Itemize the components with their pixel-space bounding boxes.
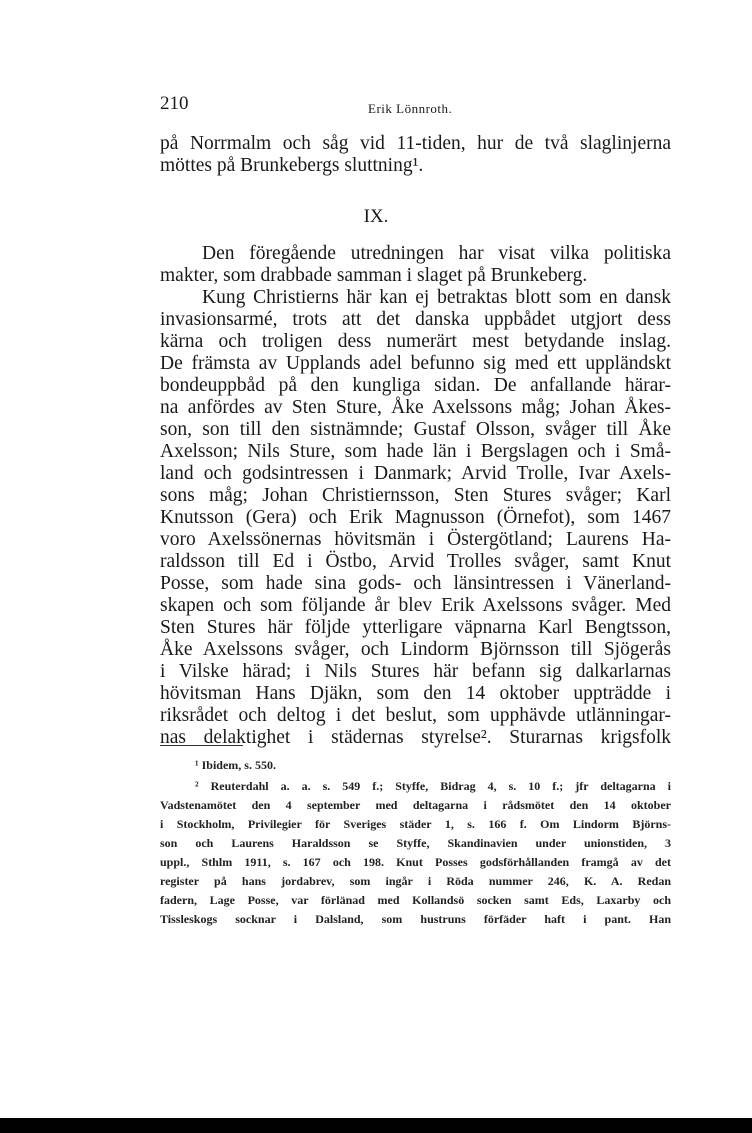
text-line: hövitsman Hans Djäkn, som den 14 oktober uppträdde i	[160, 683, 671, 704]
footnote-line: Tissleskogs socknar i Dalsland, som hustruns förfäder haft i pant. Han	[160, 912, 671, 926]
footnote-line: register på hans jordabrev, som ingår i Röda nummer 246, K. A. Redan	[160, 874, 671, 888]
text-line: möttes på Brunkebergs sluttning¹.	[160, 155, 424, 176]
footnote-line: ² Reuterdahl a. a. s. 549 f.; Styffe, Bidrag 4, s. 10 f.; jfr deltagarna i	[195, 779, 671, 793]
text-line: på Norrmalm och såg vid 11-tiden, hur de två slaglinjerna	[160, 133, 671, 154]
footnote-line: fadern, Lage Posse, var förlänad med Kollandsö socken samt Eds, Laxarby och	[160, 893, 671, 907]
footnote-1: ¹ Ibidem, s. 550.	[195, 758, 276, 772]
text-line: makter, som drabbade samman i slaget på Brunkeberg.	[160, 265, 588, 286]
text-line: na anfördes av Sten Sture, Åke Axelssons måg; Johan Åkes-	[160, 397, 671, 418]
text-line: raldsson till Ed i Östbo, Arvid Trolles svåger, samt Knut	[160, 551, 671, 572]
text-line: bondeuppbåd på den kungliga sidan. De anfallande härar-	[160, 375, 671, 396]
text-line: Posse, som hade sina gods- och länsintressen i Vänerland-	[160, 573, 671, 594]
text-line: land och godsintressen i Danmark; Arvid Trolle, Ivar Axels-	[160, 463, 671, 484]
text-line: De främsta av Upplands adel befunno sig med ett uppländskt	[160, 353, 671, 374]
footnote-line: i Stockholm, Privilegier för Sveriges städer 1, s. 166 f. Om Lindorm Björns-	[160, 817, 671, 831]
text-line: nas delaktighet i städernas styrelse². Sturarnas krigsfolk	[160, 727, 671, 748]
text-line: son, son till den sistnämnde; Gustaf Olsson, svåger till Åke	[160, 419, 671, 440]
text-line: invasionsarmé, trots att det danska uppbådet utgjort dess	[160, 309, 671, 330]
text-line: sons måg; Johan Christiernsson, Sten Stures svåger; Karl	[160, 485, 671, 506]
page-number: 210	[160, 93, 189, 114]
text-line: Axelsson; Nils Sture, som hade län i Bergslagen och i Små-	[160, 441, 671, 462]
running-header: Erik Lönnroth.	[368, 101, 453, 116]
footnote-line: uppl., Sthlm 1911, s. 167 och 198. Knut Posses godsförhållanden framgå av det	[160, 855, 671, 869]
footnote-line: Vadstenamötet den 4 september med deltagarna i rådsmötet den 14 oktober	[160, 798, 671, 812]
scan-border	[0, 1118, 752, 1133]
text-line: Sten Stures här följde ytterligare väpnarna Karl Bengtsson,	[160, 617, 671, 638]
text-line: riksrådet och deltog i det beslut, som upphävde utlänningar-	[160, 705, 671, 726]
text-line: kärna och troligen dess numerärt mest betydande inslag.	[160, 331, 671, 352]
footnote-divider	[160, 745, 243, 746]
text-line: i Vilske härad; i Nils Stures här befann sig dalkarlarnas	[160, 661, 671, 682]
footnote-line: son och Laurens Haraldsson se Styffe, Skandinavien under unionstiden, 3	[160, 836, 671, 850]
text-line: voro Axelssönernas hövitsmän i Östergötland; Laurens Ha-	[160, 529, 671, 550]
text-line: skapen och som följande år blev Erik Axelssons svåger. Med	[160, 595, 671, 616]
text-line: Åke Axelssons svåger, och Lindorm Björnsson till Sjögerås	[160, 639, 671, 660]
text-line: Den föregående utredningen har visat vilka politiska	[202, 243, 671, 264]
text-line: Knutsson (Gera) och Erik Magnusson (Örnefot), som 1467	[160, 507, 671, 528]
text-line: Kung Christierns här kan ej betraktas blott som en dansk	[202, 287, 671, 308]
section-heading: IX.	[363, 206, 389, 227]
